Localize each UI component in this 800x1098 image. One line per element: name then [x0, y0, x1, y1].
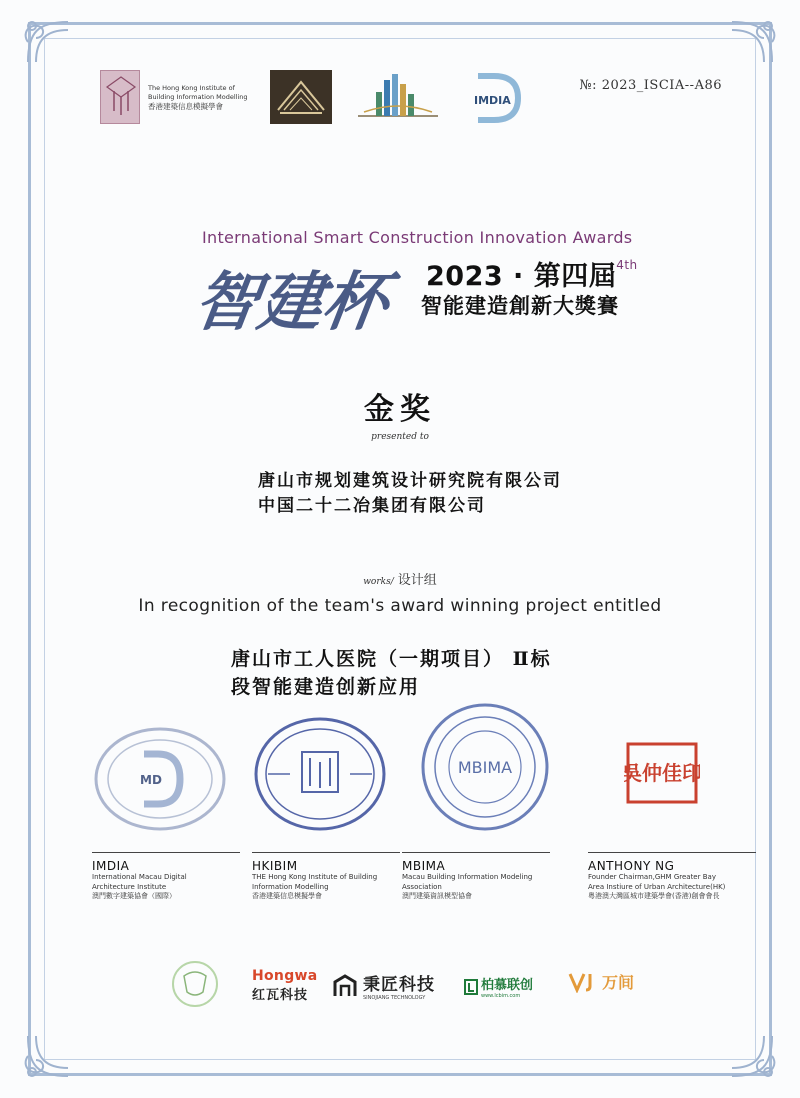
cup-logo-icon [170, 958, 220, 1018]
hkibim-en-line2: Building Information Modelling [148, 92, 248, 101]
hkibim-en-line1: The Hong Kong Institute of [148, 83, 235, 92]
presented-to-label: presented to [371, 432, 429, 442]
sinojiang-logo [332, 970, 435, 1001]
signatory-desc: THE Hong Kong Institute of Building [252, 873, 378, 881]
works-label: works/ [363, 577, 394, 587]
signatory-imdia [92, 852, 240, 902]
signature-line [402, 852, 550, 853]
sinojiang-zh: 秉匠科技 [363, 975, 435, 995]
corner-ornament-icon [722, 12, 782, 72]
signatory-name: IMDIA [92, 859, 130, 873]
certificate-border-inner [44, 38, 756, 1060]
hongwa-zh: 红瓦科技 [252, 988, 309, 1003]
personal-seal [624, 740, 700, 810]
sinojiang-en: SINOJIANG TECHNOLOGY [363, 995, 426, 1001]
hkibim-zh: 香港建築信息模擬學會 [148, 101, 223, 111]
mbima-seal-text: MBIMA [457, 758, 513, 777]
hkibim-logo [100, 70, 248, 124]
calligraphy-text: 智建杯 [196, 265, 393, 340]
sponsor-logos [170, 958, 650, 1018]
signatory-desc: Information Modelling [252, 882, 329, 891]
lcbim-zh: 柏慕联创 [481, 978, 534, 993]
signatory-mbima [402, 852, 550, 902]
recognition-text: In recognition of the team's award winning project entitled [138, 596, 662, 616]
signatory-hkibim [252, 852, 400, 902]
wanjian-logo [568, 970, 634, 993]
imdia-seal-icon [92, 724, 228, 838]
imdia-logo-icon [464, 70, 526, 134]
signatory-desc: Macau Building Information Modeling Association [402, 873, 533, 891]
hkibim-seal-icon [250, 712, 390, 840]
certificate-number: №: 2023_ISCIA--A86 [579, 78, 722, 93]
signatory-name: ANTHONY NG [588, 859, 675, 873]
signatory-desc: 澳門建築資訊模型協會 [402, 892, 472, 900]
lcbim-mark-icon [464, 979, 478, 995]
personal-seal-text: 吳仲佳印 [624, 761, 700, 785]
hkibim-mark-icon [100, 70, 140, 124]
signatory-anthony-ng [588, 852, 756, 902]
hkibim-logo-text [148, 84, 248, 111]
svg-text:MD: MD [140, 773, 162, 787]
signatory-name: HKIBIM [252, 859, 298, 873]
hongwa-logo [252, 968, 318, 1003]
wanjian-zh: 万间 [602, 973, 635, 992]
house-logo-icon [270, 70, 332, 124]
project-title-line2: 段智能建造创新应用 [231, 676, 421, 698]
award-title: 金奖 [364, 392, 436, 427]
signatory-desc: International Macau Digital [92, 873, 187, 881]
sinojiang-mark-icon [332, 973, 358, 999]
lcbim-en: www.lcbim.com [481, 993, 521, 999]
signatory-desc: 澳門數字建築協會（國際） [92, 892, 176, 900]
recipient-1: 唐山市规划建筑设计研究院有限公司 [258, 471, 562, 491]
recipient-2: 中国二十二冶集团有限公司 [258, 496, 486, 516]
event-name-english: International Smart Construction Innovation Awards [202, 228, 633, 247]
lcbim-logo [464, 974, 533, 999]
hongwa-en: Hongwa [252, 968, 318, 984]
year-edition: 2023 · 第四屆 [426, 261, 617, 292]
corner-ornament-icon [18, 12, 78, 72]
corner-ornament-icon [18, 1026, 78, 1086]
event-year-title [426, 254, 638, 293]
project-title-line1: 唐山市工人医院（一期项目） Ⅱ标 [231, 648, 552, 670]
signature-line [92, 852, 240, 853]
signatory-desc: 粤港澳大灣區城市建築學會(香港)創會會長 [588, 892, 720, 900]
header-logos [100, 70, 526, 134]
corner-ornament-icon [722, 1026, 782, 1086]
signature-line [588, 852, 756, 853]
works-line [0, 569, 800, 588]
signatory-desc: 香港建築信息模擬學會 [252, 892, 322, 900]
greater-bay-logo-icon [354, 70, 442, 134]
mbima-seal [420, 702, 550, 836]
svg-text:IMDIA: IMDIA [474, 94, 511, 107]
signatory-name: MBIMA [402, 859, 446, 873]
calligraphy-title [196, 252, 416, 344]
wanjian-mark-icon [568, 971, 598, 993]
signature-line [252, 852, 400, 853]
edition-superscript: 4th [616, 258, 638, 272]
works-value: 设计组 [397, 573, 437, 588]
signatory-desc: Architecture Institute [92, 882, 167, 891]
event-name-chinese: 智能建造創新大獎賽 [421, 294, 619, 318]
signatory-desc: Founder Chairman,GHM Greater Bay [588, 873, 716, 881]
signatory-desc: Area Instiure of Urban Architecture(HK) [588, 882, 726, 891]
